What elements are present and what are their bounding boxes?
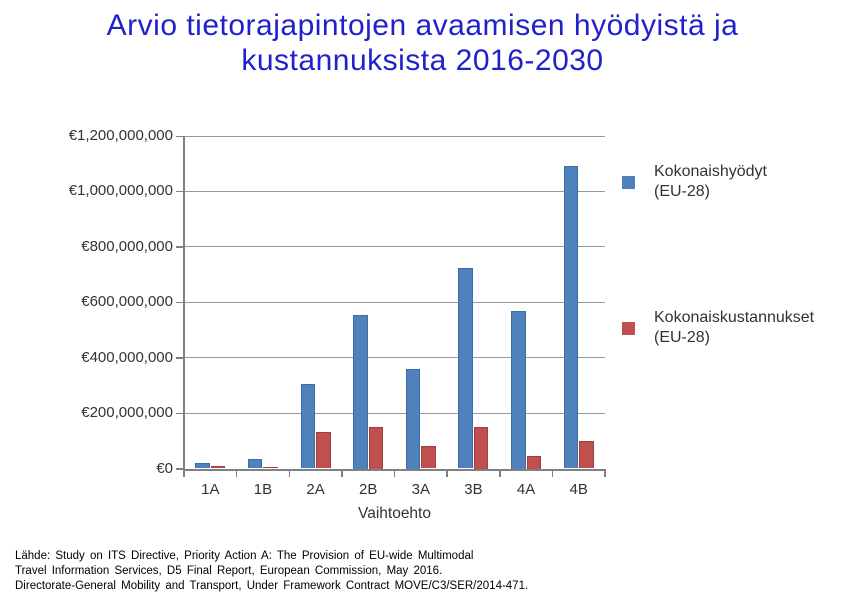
x-axis-tick (289, 471, 291, 477)
y-axis-tick (176, 413, 184, 415)
y-axis-tick-label: €400,000,000 (81, 348, 173, 366)
x-axis-tick (446, 471, 448, 477)
bar-benefits-3A (406, 369, 421, 469)
benefits-legend-line1: Kokonaishyödyt (654, 163, 767, 180)
y-axis-tick (176, 357, 184, 359)
source-note-line2: Travel Information Services, D5 Final Report, European Commission, May 2016. (15, 565, 443, 577)
x-axis-category-label: 2B (359, 481, 378, 498)
x-axis-category-label: 3B (464, 481, 483, 498)
gridline (184, 246, 605, 247)
bar-benefits-4A (511, 311, 526, 469)
y-axis-tick (176, 191, 184, 193)
costs-legend-label (654, 308, 814, 348)
y-axis-tick-label: €0 (156, 459, 173, 477)
chart-title-line2: kustannuksista 2016-2030 (241, 44, 604, 77)
gridline (184, 136, 605, 137)
source-note (15, 549, 528, 594)
gridline (184, 413, 605, 414)
y-axis-tick (176, 302, 184, 304)
x-axis-title: Vaihtoehto (358, 505, 431, 522)
y-axis-tick-label: €800,000,000 (81, 237, 173, 255)
y-axis-tick (176, 246, 184, 248)
bar-benefits-2A (301, 384, 316, 469)
costs-legend-line1: Kokonaiskustannukset (654, 309, 815, 326)
x-axis-category-label: 1A (201, 481, 220, 498)
gridline (184, 302, 605, 303)
x-axis-tick (499, 471, 501, 477)
x-axis-tick (183, 471, 185, 477)
costs-legend-swatch (622, 322, 635, 335)
y-axis-tick-label: €1,200,000,000 (68, 127, 173, 144)
y-axis-tick-label: €200,000,000 (81, 404, 173, 422)
bar-benefits-4B (564, 166, 579, 468)
y-axis-line (183, 136, 185, 471)
x-axis-category-label: 1B (253, 481, 273, 498)
x-axis-tick (552, 471, 554, 477)
bar-costs-3B (474, 427, 489, 469)
benefits-legend-line2: (EU-28) (654, 183, 711, 200)
source-note-line1: Lähde: Study on ITS Directive, Priority Action A: The Provision of EU-wide Multimodal (15, 550, 474, 562)
bar-costs-2B (369, 427, 384, 469)
bar-benefits-2B (353, 315, 368, 469)
benefits-legend-swatch (622, 176, 635, 189)
bar-costs-2A (316, 432, 331, 468)
x-axis-category-label: 2A (306, 481, 325, 498)
costs-legend-line2: (EU-28) (654, 329, 711, 346)
y-axis-tick (176, 468, 184, 470)
y-axis-tick-label: €600,000,000 (81, 293, 173, 311)
x-axis-category-label: 4A (516, 481, 536, 498)
source-note-line3: Directorate-General Mobility and Transport, Under Framework Contract MOVE/C3/SER/2014-471. (15, 580, 529, 592)
x-axis-tick (604, 471, 606, 477)
x-axis-tick (394, 471, 396, 477)
y-axis-tick-label: €1,000,000,000 (68, 182, 173, 200)
benefits-legend-label (654, 162, 767, 202)
x-axis-category-label: 3A (411, 481, 430, 498)
x-axis-tick (236, 471, 238, 477)
bar-benefits-1B (248, 459, 263, 469)
gridline (184, 191, 605, 192)
x-axis-category-label: 4B (569, 481, 588, 498)
bar-costs-3A (421, 446, 436, 468)
y-axis-tick (176, 136, 184, 138)
chart-title-line1: Arvio tietorajapintojen avaamisen hyödyistä ja (106, 9, 739, 42)
bar-benefits-3B (458, 268, 473, 469)
gridline (184, 357, 605, 358)
x-axis-tick (341, 471, 343, 477)
bar-costs-4A (527, 456, 542, 468)
bar-costs-4B (579, 441, 594, 469)
